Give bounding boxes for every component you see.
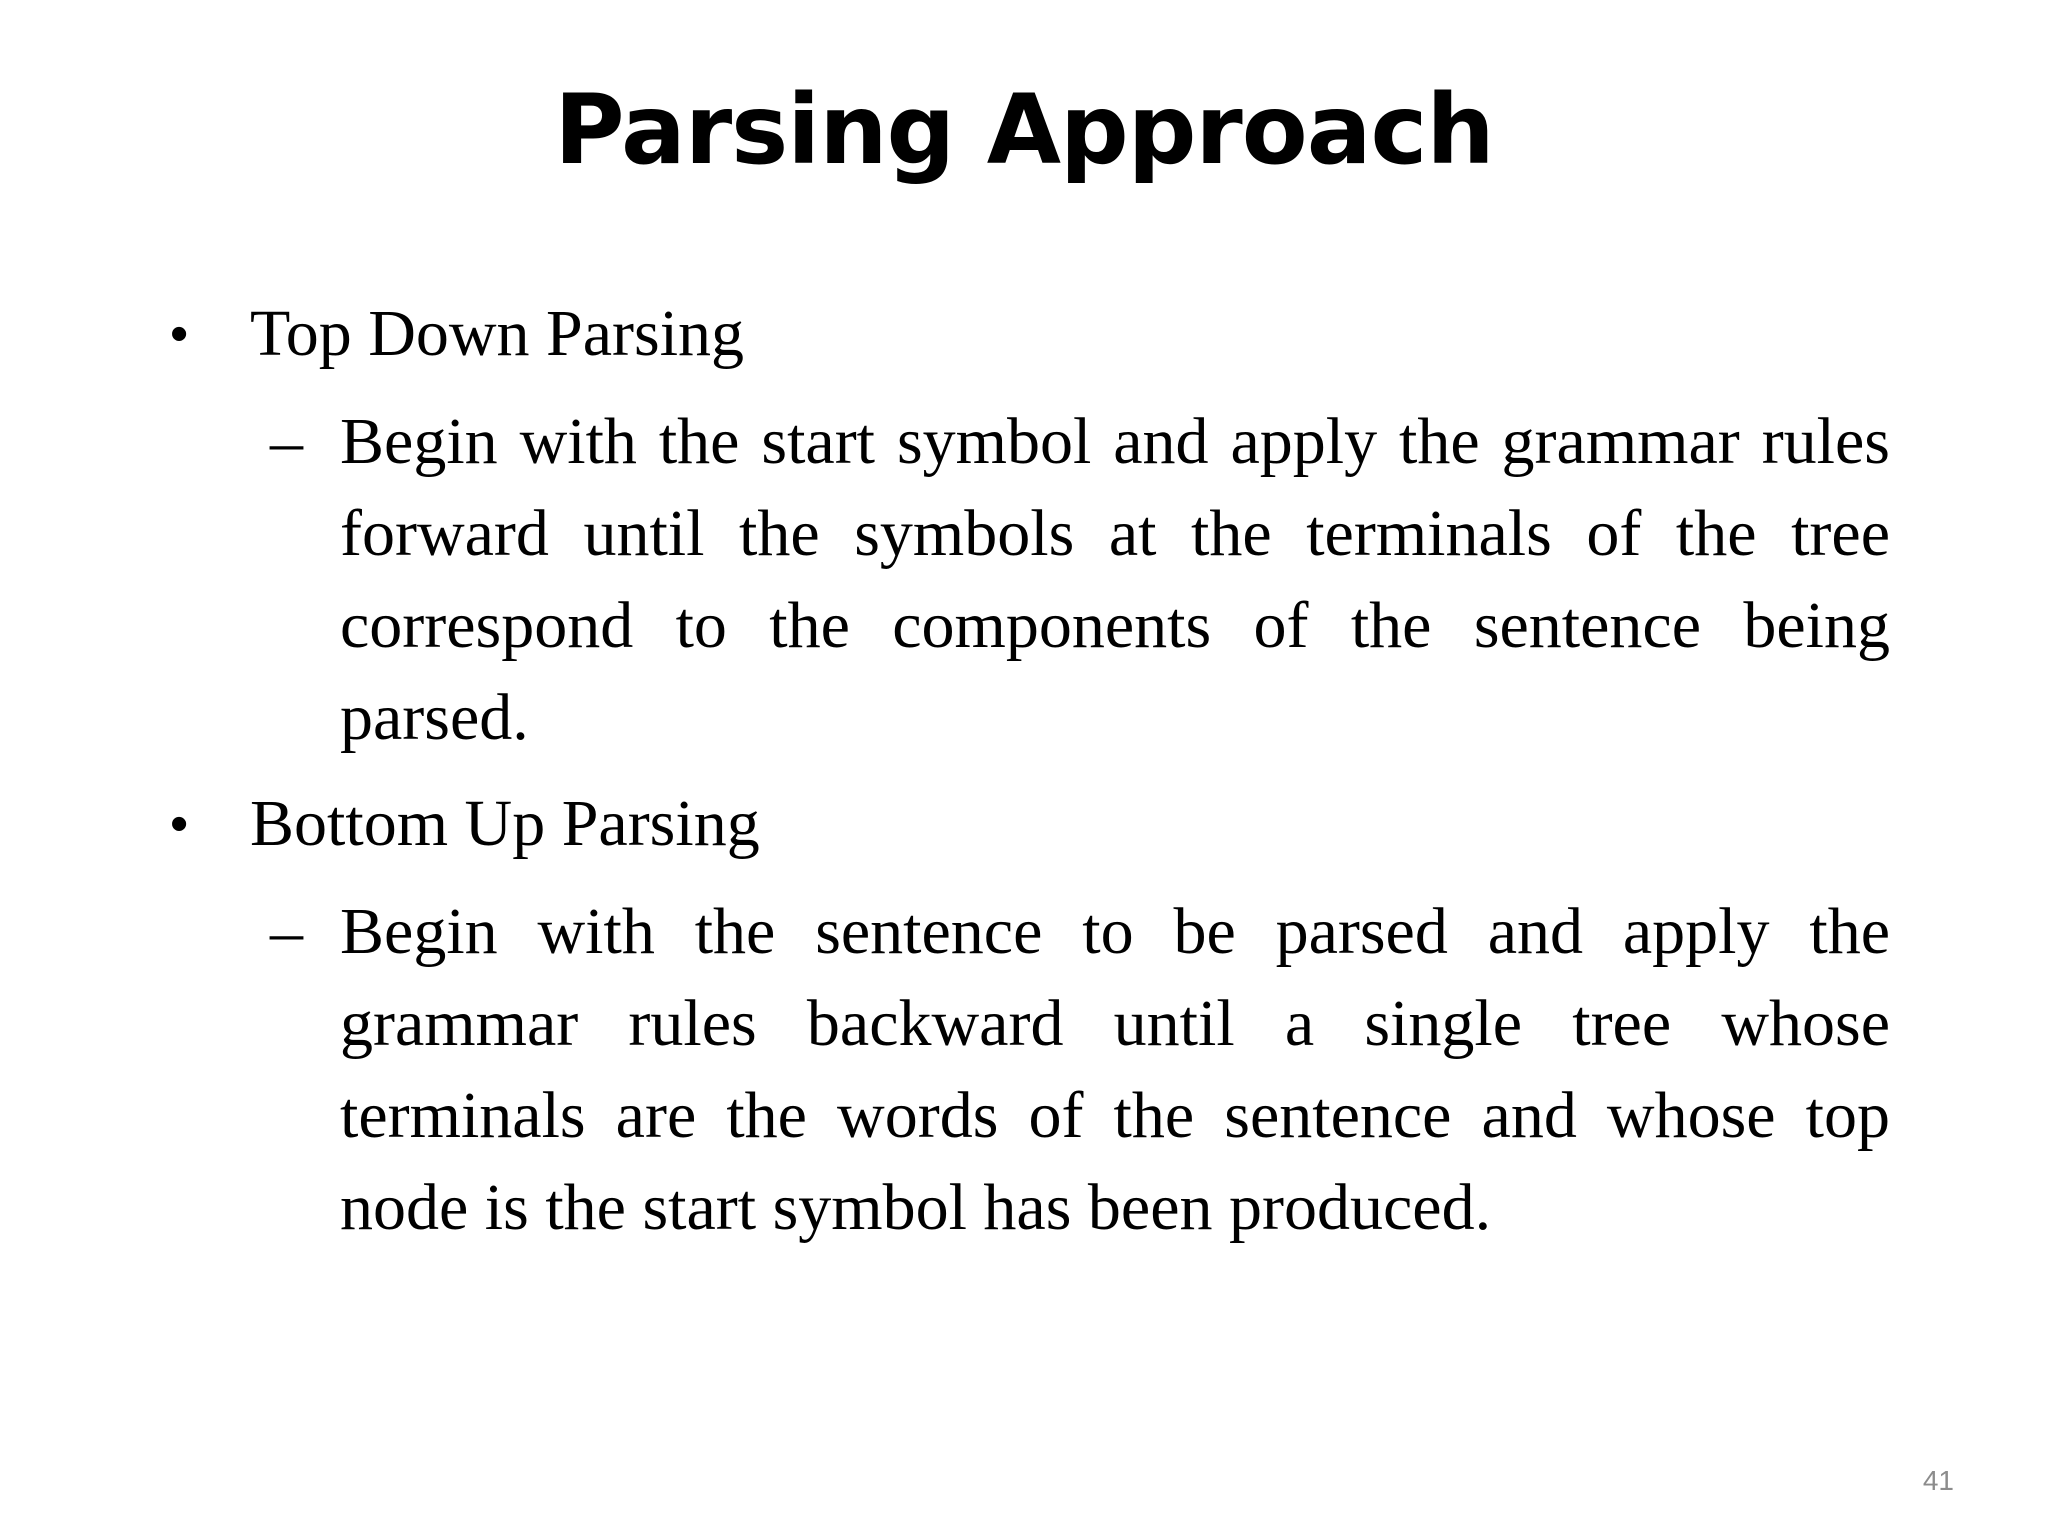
page-number: 41 [1922,1465,1954,1496]
slide-title: Parsing Approach [554,74,1494,186]
sub-item-text: Begin with the sentence to be parsed and apply the grammar rules backward until a single tree whose terminals are the words of the sentence and whose top node is the start symbol has been produced. [340,895,1890,1244]
bullet-label: Top Down Parsing [250,297,745,370]
dash-marker: – [270,405,303,478]
bullet-marker: • [170,305,189,363]
dash-marker: – [270,895,303,968]
bullet-marker: • [170,795,189,853]
bullet-label: Bottom Up Parsing [250,787,760,860]
sub-item-text: Begin with the start symbol and apply the grammar rules forward until the symbols at the terminals of the tree correspond to the components of the sentence being parsed. [340,405,1890,754]
